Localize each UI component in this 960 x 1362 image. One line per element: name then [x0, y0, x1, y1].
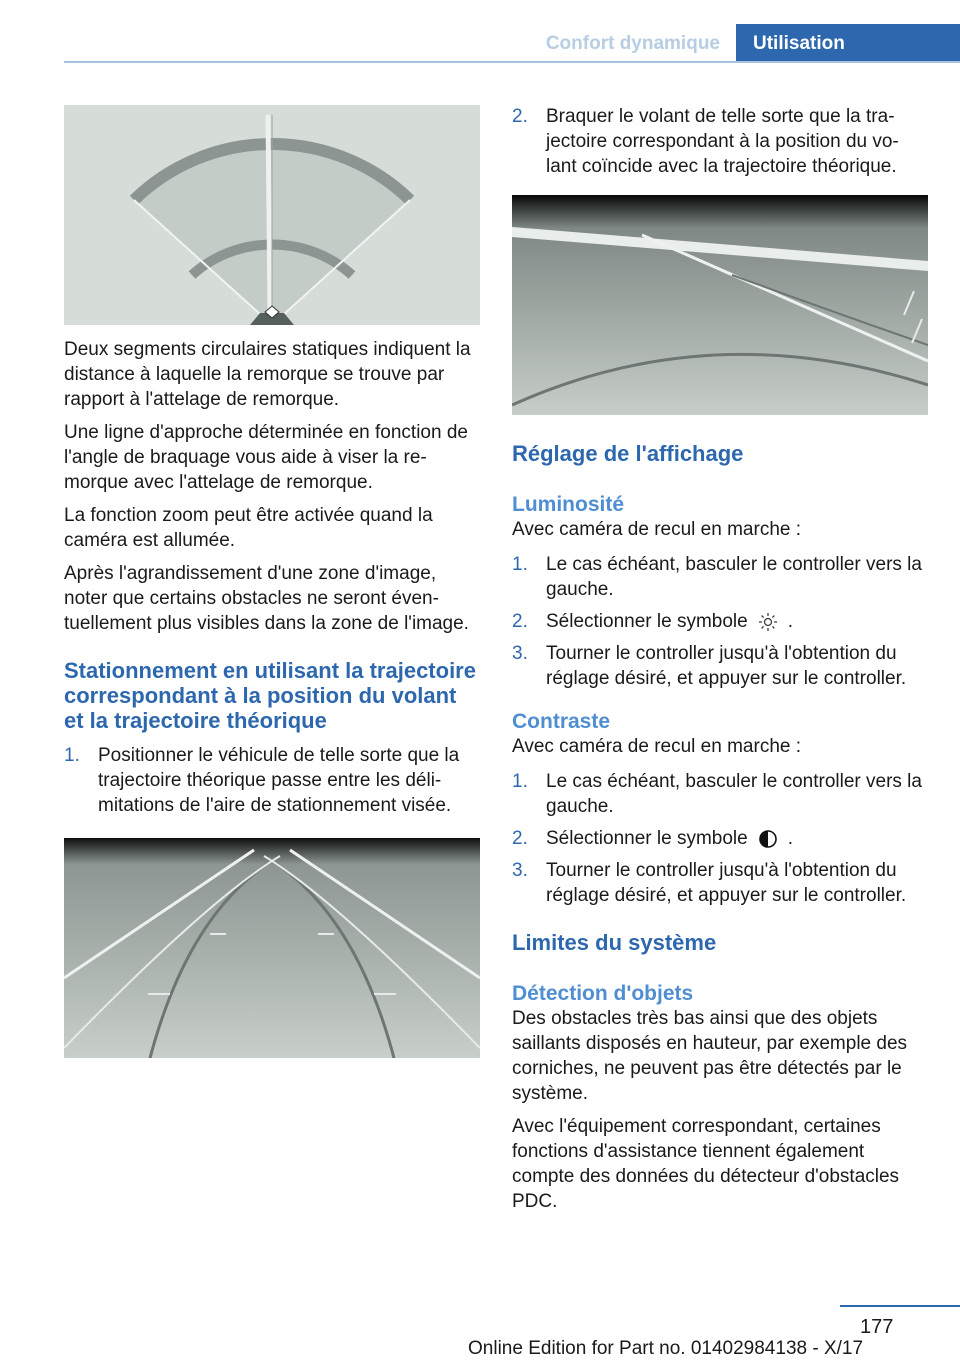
- subheading-luminosite: Luminosité: [512, 493, 625, 516]
- paragraph: Des obstacles très bas ainsi que des objets saillants disposés en hauteur, par exemple des corniches, ne peuvent pas être détectés par le système.: [512, 1008, 908, 1104]
- subheading-detection: Détection d'objets: [512, 982, 694, 1005]
- paragraph: Deux segments circulaires statiques indiquent la distance à laquelle la remorque se trouve par rapport à l'attelage de remorque.: [64, 339, 471, 410]
- subheading-contraste: Contraste: [512, 710, 611, 733]
- page-number: 177: [860, 1316, 894, 1338]
- step-number: 2.: [512, 106, 528, 127]
- list-item: [512, 641, 928, 691]
- steering-camera-figure: [512, 195, 928, 415]
- step-text: Sélectionner le symbole: [546, 828, 748, 849]
- footer-rule: [840, 1305, 960, 1307]
- paragraph: Avec caméra de recul en marche :: [512, 519, 802, 540]
- section-heading: Limites du système: [512, 930, 717, 955]
- step-text: Le cas échéant, basculer le controller vers la gauche.: [546, 771, 922, 817]
- step-end: .: [787, 828, 793, 849]
- header-section-title: Confort dynamique: [545, 33, 720, 54]
- list-item: [512, 552, 928, 602]
- paragraph: La fonction zoom peut être activée quand la caméra est allumée.: [64, 505, 433, 551]
- paragraph: Une ligne d'approche déterminée en fonction de l'angle de braquage vous aide à viser la re‐morque avec l'attelage de remorque.: [64, 422, 468, 493]
- list-item: [64, 743, 480, 818]
- header-tab-utilisation: Utilisation: [736, 24, 960, 63]
- step-text: Le cas échéant, basculer le controller vers la gauche.: [546, 554, 922, 600]
- step-number: 3.: [512, 860, 528, 881]
- step-text: Braquer le volant de telle sorte que la tra‐jectoire correspondant à la position du vo‐lant coïncide avec la trajectoire théorique.: [546, 106, 899, 177]
- step-number: 1.: [512, 554, 528, 575]
- list-item: [512, 104, 928, 179]
- paragraph: Avec l'équipement correspondant, certaines fonctions d'assistance tiennent également compte des données du détecteur d'obstacles PDC.: [512, 1116, 900, 1212]
- list-item: [512, 609, 928, 634]
- section-heading: Stationnement en utilisant la trajectoire correspondant à la position du volant et la trajectoire théorique: [64, 658, 476, 733]
- right-column: [512, 104, 928, 1222]
- step-number: 1.: [512, 771, 528, 792]
- step-number: 2.: [512, 828, 528, 849]
- left-column: [64, 105, 480, 1058]
- brightness-icon: [758, 612, 778, 632]
- step-number: 3.: [512, 643, 528, 664]
- header-rule: [64, 61, 960, 63]
- paragraph: Après l'agrandissement d'une zone d'image, noter que certains obstacles ne seront éven‐tuellement plus visibles dans la zone de l'image.: [64, 563, 469, 634]
- step-text: Positionner le véhicule de telle sorte que la trajectoire théorique passe entre les déli‐mitations de l'aire de stationnement visée.: [98, 745, 460, 816]
- step-text: Tourner le controller jusqu'à l'obtention du réglage désiré, et appuyer sur le controller.: [546, 860, 907, 906]
- paragraph: Avec caméra de recul en marche :: [512, 736, 802, 757]
- step-end: .: [787, 611, 793, 632]
- step-text: Tourner le controller jusqu'à l'obtention du réglage désiré, et appuyer sur le controller.: [546, 643, 907, 689]
- list-item: [512, 826, 928, 851]
- trailer-hitch-camera-figure: [64, 105, 480, 325]
- trajectory-camera-figure: [64, 838, 480, 1058]
- step-text: Sélectionner le symbole: [546, 611, 748, 632]
- edition-note: Online Edition for Part no. 01402984138 - X/17: [468, 1338, 864, 1359]
- contrast-icon: [758, 829, 778, 849]
- step-number: 1.: [64, 745, 80, 766]
- list-item: [512, 858, 928, 908]
- list-item: [512, 769, 928, 819]
- step-number: 2.: [512, 611, 528, 632]
- section-heading: Réglage de l'affichage: [512, 441, 744, 466]
